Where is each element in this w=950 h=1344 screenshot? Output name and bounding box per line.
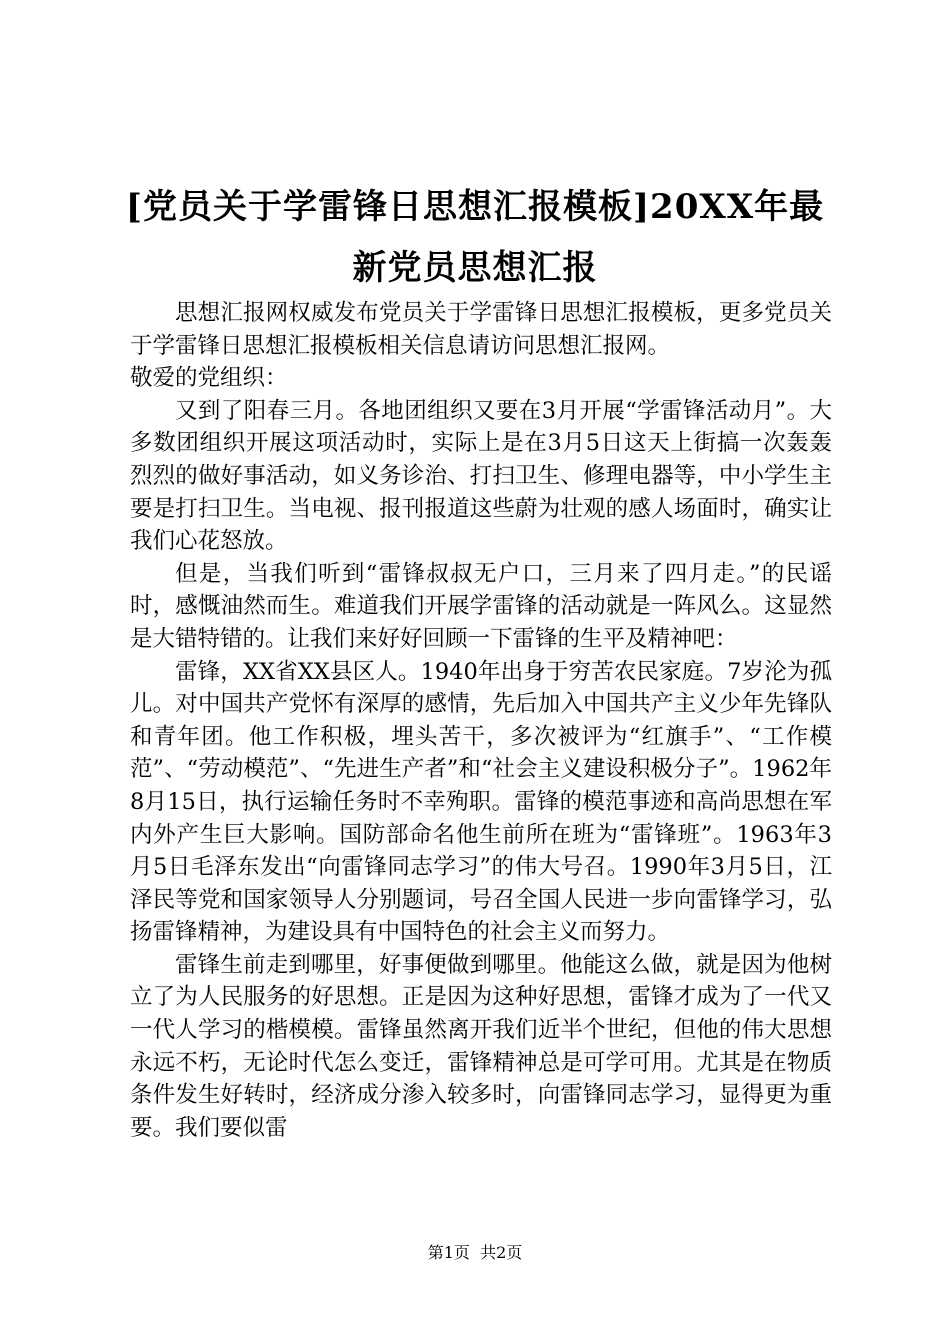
salutation: 敬爱的党组织： — [130, 365, 288, 392]
body-paragraph: 雷锋，XX省XX县区人。1940年出身于穷苦农民家庭。7岁沦为孤儿。对中国共产党怀有深厚的感情，先后加入中国共产主义少年先锋队和青年团。他工作积极，埋头苦干，多次被评为“红旗手”、“工作模范”、“劳动模范”、“先进生产者”和“社会主义建设积极分子”。1962年8月15日，执行运输任务时不幸殉职。雷锋的模范事迹和高尚思想在军内外产生巨大影响。国防部命名他生前所在班为“雷锋班”。1963年3月5日毛泽东发出“向雷锋同志学习”的伟大号召。1990年3月5日，江泽民等党和国家领导人分别题词，号召全国人民进一步向雷锋学习，弘扬雷锋精神，为建设具有中国特色的社会主义而努力。 — [130, 658, 832, 946]
page-footer — [0, 1243, 950, 1263]
document-title-line-1: [党员关于学雷锋日思想汇报模板]20XX年最 — [125, 187, 825, 227]
body-paragraph: 又到了阳春三月。各地团组织又要在3月开展“学雷锋活动月”。大多数团组织开展这项活动时，实际上是在3月5日这天上街搞一次轰轰烈烈的做好事活动，如义务诊治、打扫卫生、修理电器等，中小学生主要是打扫卫生。当电视、报刊报道这些蔚为壮观的感人场面时，确实让我们心花怒放。 — [130, 397, 832, 555]
page-number: 第1页 — [427, 1243, 470, 1262]
document-body — [130, 297, 832, 1144]
document-title-line-2: 新党员思想汇报 — [352, 248, 598, 288]
intro-paragraph: 思想汇报网权威发布党员关于学雷锋日思想汇报模板，更多党员关于学雷锋日思想汇报模板相关信息请访问思想汇报网。 — [130, 300, 832, 359]
body-paragraph: 但是，当我们听到“雷锋叔叔无户口，三月来了四月走。”的民谣时，感慨油然而生。难道我们开展学雷锋的活动就是一阵风么。这显然是大错特错的。让我们来好好回顾一下雷锋的生平及精神吧： — [130, 560, 832, 652]
page-total: 共2页 — [480, 1243, 523, 1262]
body-paragraph: 雷锋生前走到哪里，好事便做到哪里。他能这么做，就是因为他树立了为人民服务的好思想。正是因为这种好思想，雷锋才成为了一代又一代人学习的楷模模。雷锋虽然离开我们近半个世纪，但他的伟大思想永远不朽，无论时代怎么变迁，雷锋精神总是可学可用。尤其是在物质条件发生好转时，经济成分渗入较多时，向雷锋同志学习，显得更为重要。我们要似雷 — [130, 951, 832, 1141]
